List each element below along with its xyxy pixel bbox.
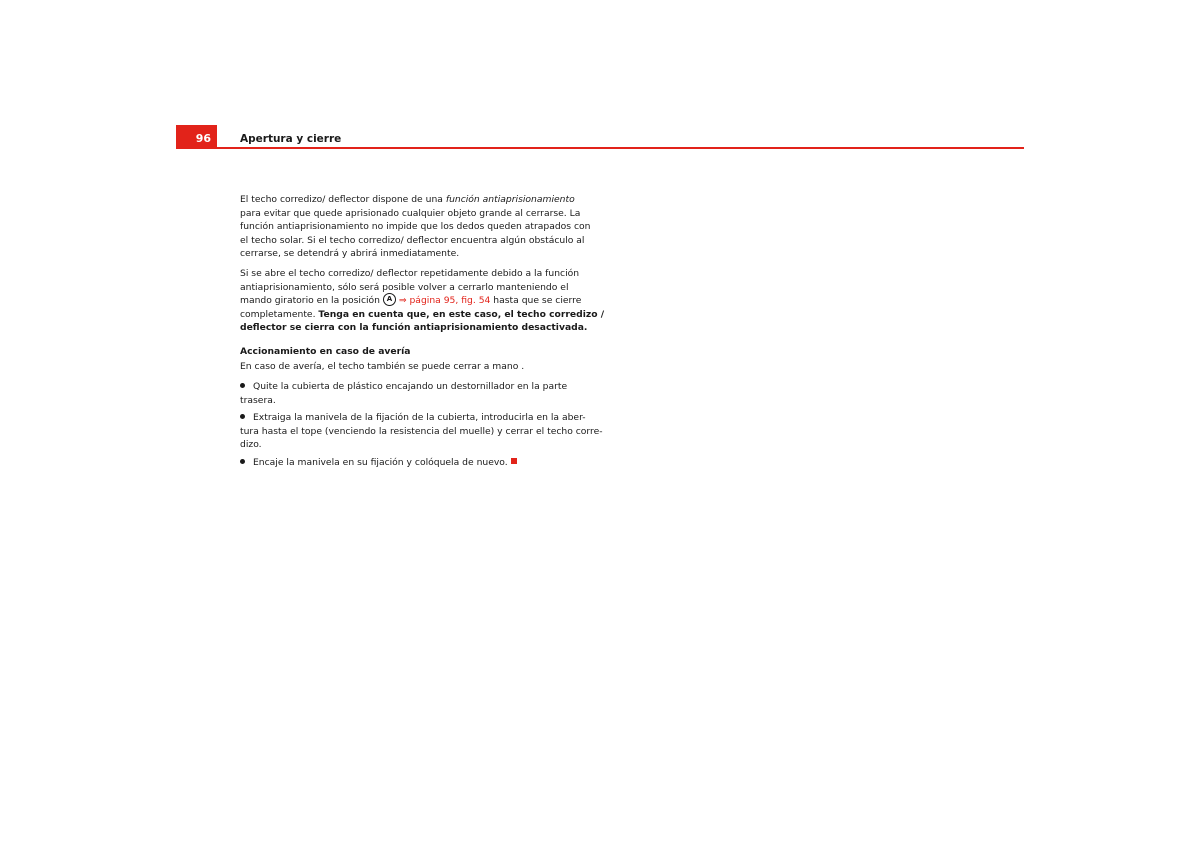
- text-span: Extraiga la manivela de la fijación de la cubierta, introducirla en la aber-: [253, 412, 586, 423]
- page-number: 96: [176, 125, 217, 149]
- warning-text: deflector se cierra con la función antiaprisionamiento desactivada.: [240, 322, 588, 333]
- bullet-icon: [240, 383, 245, 388]
- text-line: dizo.: [240, 439, 262, 450]
- list-item: [240, 411, 603, 452]
- header-rule: [176, 147, 1024, 149]
- text-span: Encaje la manivela en su fijación y colóquela de nuevo.: [253, 456, 508, 468]
- text-span: Quite la cubierta de plástico encajando un destornillador en la parte: [253, 381, 568, 392]
- paragraph-repeated-open: [240, 267, 605, 335]
- list-item: [240, 380, 588, 407]
- paragraph-anti-trap: [240, 193, 591, 261]
- end-of-section-icon: [511, 458, 517, 464]
- text-line: [240, 456, 588, 470]
- text-line: [240, 380, 588, 394]
- text-line: [240, 308, 605, 322]
- section-heading: Accionamiento en caso de avería: [240, 345, 411, 357]
- text-line: función antiaprisionamiento no impide que los dedos queden atrapados con: [240, 221, 591, 232]
- text-span: completamente.: [240, 308, 319, 320]
- bullet-icon: [240, 459, 245, 464]
- text-line: antiaprisionamiento, sólo será posible volver a cerrarlo manteniendo el: [240, 281, 569, 293]
- text-line: [240, 294, 588, 308]
- text-line: [240, 193, 588, 207]
- text-line: trasera.: [240, 394, 276, 406]
- chapter-title: Apertura y cierre: [240, 133, 342, 145]
- text-line: tura hasta el tope (venciendo la resistencia del muelle) y cerrar el techo corre-: [240, 425, 603, 437]
- position-a-marker: A: [383, 293, 396, 306]
- text-line: cerrarse, se detendrá y abrirá inmediatamente.: [240, 248, 460, 259]
- text-line: [240, 411, 588, 425]
- text-line: para evitar que quede aprisionado cualquier objeto grande al cerrarse. La: [240, 207, 581, 219]
- text-span: hasta que se cierre: [490, 295, 582, 306]
- body-text: [240, 193, 605, 473]
- emphasis-text: función antiaprisionamiento: [445, 194, 575, 205]
- figure-reference-link[interactable]: ⇒ página 95, fig. 54: [398, 295, 491, 306]
- bullet-icon: [240, 414, 245, 419]
- text-span: mando giratorio en la posición: [240, 295, 383, 306]
- warning-text: Tenga en cuenta que, en este caso, el techo corredizo /: [318, 308, 605, 320]
- section-intro: En caso de avería, el techo también se puede cerrar a mano .: [240, 361, 525, 372]
- list-item: [240, 456, 588, 470]
- text-line: Si se abre el techo corredizo/ deflector repetidamente debido a la función: [240, 268, 580, 279]
- text-line: el techo solar. Si el techo corredizo/ deflector encuentra algún obstáculo al: [240, 234, 585, 246]
- text-span: El techo corredizo/ deflector dispone de una: [240, 194, 446, 205]
